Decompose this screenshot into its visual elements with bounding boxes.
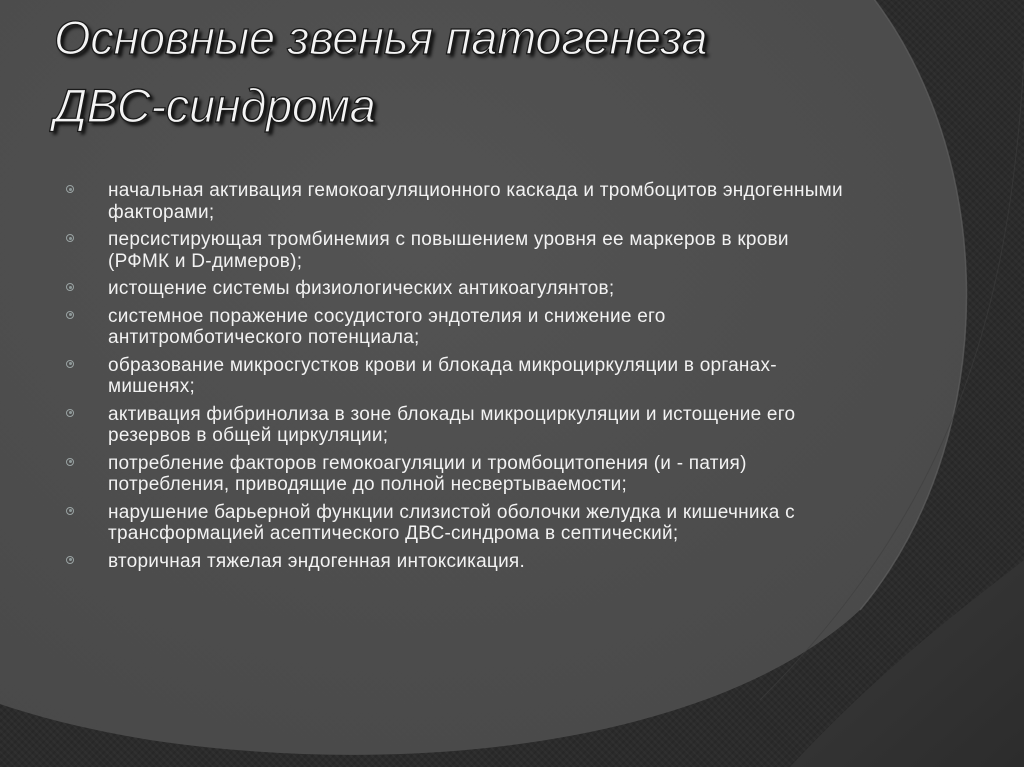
list-item-text: системное поражение сосудистого эндотелия и снижение его антитромботического потенциала; (108, 305, 666, 348)
circle-bullet-icon (66, 507, 74, 515)
circle-bullet-icon (66, 234, 74, 242)
circle-bullet-icon (66, 556, 74, 564)
list-item (62, 278, 852, 300)
bullet-list (62, 180, 852, 578)
slide-title (54, 4, 954, 140)
circle-bullet-icon (66, 360, 74, 368)
list-item-text: активация фибринолиза в зоне блокады микроциркуляции и истощение его резервов в общей циркуляции; (108, 403, 796, 446)
circle-bullet-icon (66, 458, 74, 466)
list-item-text: истощение системы физиологических антикоагулянтов; (108, 278, 615, 299)
list-item (62, 355, 852, 398)
list-item-text: начальная активация гемокоагуляционного каскада и тромбоцитов эндогенными факторами; (108, 180, 843, 223)
list-item-text: персистирующая тромбинемия с повышением уровня ее маркеров в крови (РФМК и D-димеров); (108, 229, 789, 272)
title-line: ДВС-синдрома (54, 79, 376, 132)
list-item (62, 453, 852, 496)
list-item (62, 306, 852, 349)
list-item-text: вторичная тяжелая эндогенная интоксикация. (108, 550, 525, 572)
title-line: Основные звенья патогенеза (54, 11, 708, 64)
list-item-text: образование микросгустков крови и блокада микроциркуляции в органах-мишенях; (108, 354, 777, 397)
list-item (62, 404, 852, 447)
list-item (62, 229, 852, 272)
list-item (62, 502, 852, 545)
circle-bullet-icon (66, 409, 74, 417)
list-item-text: нарушение барьерной функции слизистой оболочки желудка и кишечника с трансформацией асептического ДВС-синдрома в септический; (108, 501, 795, 544)
circle-bullet-icon (66, 185, 74, 193)
circle-bullet-icon (66, 311, 74, 319)
list-item (62, 551, 852, 573)
circle-bullet-icon (66, 283, 74, 291)
list-item (62, 180, 852, 223)
list-item-text: потребление факторов гемокоагуляции и тромбоцитопения (и - патия) потребления, приводящие до полной несвертываемости; (108, 452, 747, 495)
